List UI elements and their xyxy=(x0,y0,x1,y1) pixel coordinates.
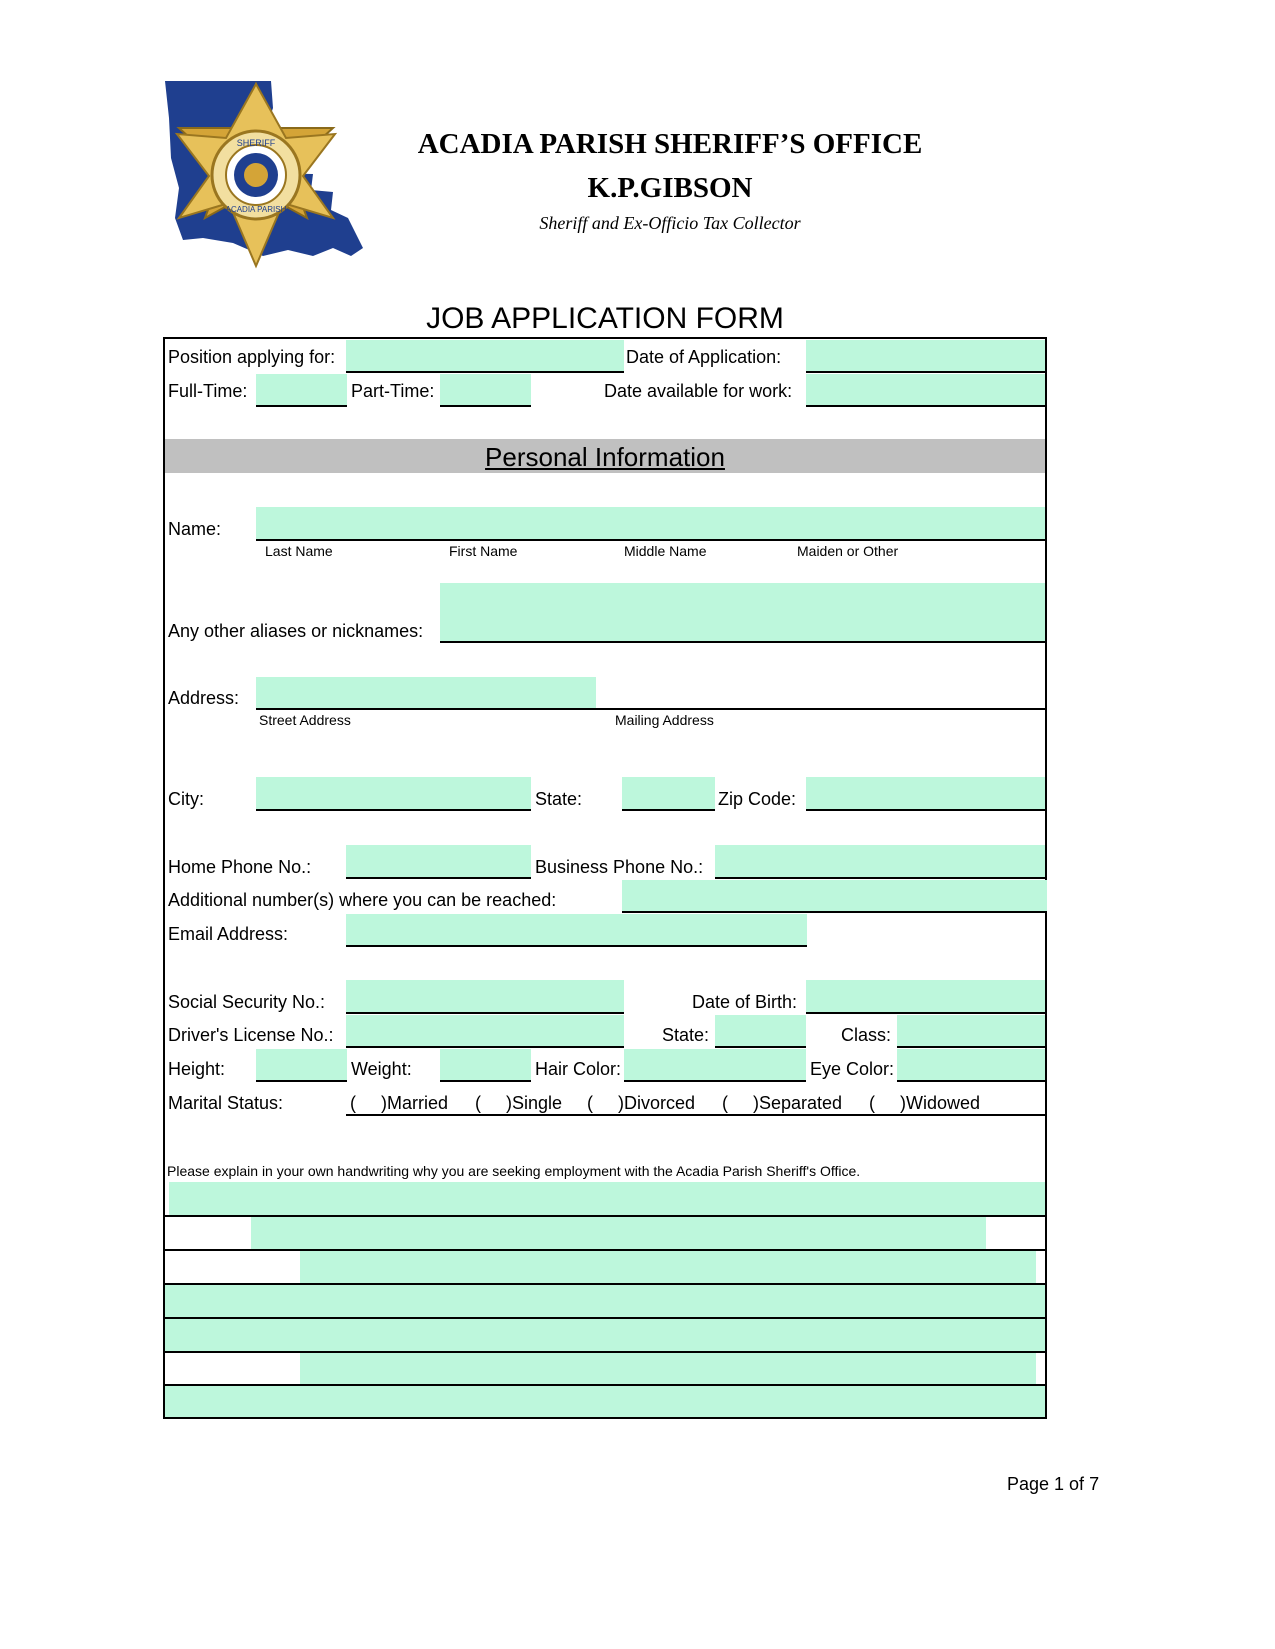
office-title: ACADIA PARISH SHERIFF’S OFFICE xyxy=(417,128,923,160)
home-phone-field[interactable] xyxy=(346,845,531,879)
business-phone-field[interactable] xyxy=(715,845,1045,879)
dl-field[interactable] xyxy=(346,1015,624,1048)
eye-color-field[interactable] xyxy=(897,1049,1045,1082)
state-label: State: xyxy=(535,789,583,809)
home-phone-label: Home Phone No.: xyxy=(168,857,312,877)
address-label: Address: xyxy=(168,688,240,708)
ssn-field[interactable] xyxy=(346,980,624,1014)
aliases-field[interactable] xyxy=(440,583,1045,643)
explain-line-2[interactable] xyxy=(251,1217,986,1249)
city-field[interactable] xyxy=(256,777,531,811)
date-available-field[interactable] xyxy=(806,374,1045,407)
weight-label: Weight: xyxy=(351,1059,412,1079)
explain-line-6[interactable] xyxy=(300,1353,1036,1384)
state-field[interactable] xyxy=(622,777,715,811)
dl-state-field[interactable] xyxy=(715,1015,806,1048)
hair-color-field[interactable] xyxy=(624,1049,806,1082)
date-application-field[interactable] xyxy=(806,340,1045,373)
last-name-sublabel: Last Name xyxy=(265,543,333,559)
position-label: Position applying for: xyxy=(168,347,336,367)
explain-line-3[interactable] xyxy=(300,1251,1036,1283)
dob-field[interactable] xyxy=(806,980,1045,1014)
position-field[interactable] xyxy=(346,340,624,373)
class-label: Class: xyxy=(841,1025,892,1045)
mailing-address-sublabel: Mailing Address xyxy=(615,712,714,728)
additional-number-label: Additional number(s) where you can be reached: xyxy=(168,890,557,910)
weight-field[interactable] xyxy=(440,1049,531,1082)
logo-text-top: SHERIFF xyxy=(236,138,276,148)
height-label: Height: xyxy=(168,1059,226,1079)
form-title: JOB APPLICATION FORM xyxy=(426,302,784,335)
explain-line-7[interactable] xyxy=(165,1386,1045,1417)
full-time-label: Full-Time: xyxy=(168,381,248,401)
marital-option-married[interactable]: ( )Married xyxy=(350,1093,449,1113)
street-address-field[interactable] xyxy=(256,677,596,709)
sheriff-name: K.P.GIBSON xyxy=(587,172,753,204)
full-time-field[interactable] xyxy=(256,374,347,407)
marital-option-divorced[interactable]: ( )Divorced xyxy=(587,1093,696,1113)
zip-field[interactable] xyxy=(806,777,1045,811)
hair-color-label: Hair Color: xyxy=(535,1059,622,1079)
first-name-sublabel: First Name xyxy=(449,543,518,559)
marital-underline xyxy=(346,1114,1045,1116)
additional-number-field[interactable] xyxy=(622,880,1047,913)
marital-option-single[interactable]: ( )Single xyxy=(475,1093,563,1113)
name-field[interactable] xyxy=(256,507,1045,541)
marital-option-separated[interactable]: ( )Separated xyxy=(722,1093,843,1113)
part-time-field[interactable] xyxy=(440,374,531,407)
height-field[interactable] xyxy=(256,1049,347,1082)
personal-info-title: Personal Information xyxy=(485,442,725,472)
marital-label: Marital Status: xyxy=(168,1093,284,1113)
business-phone-label: Business Phone No.: xyxy=(535,857,704,877)
sheriff-subtitle: Sheriff and Ex-Officio Tax Collector xyxy=(539,213,801,233)
explain-line-5[interactable] xyxy=(165,1319,1045,1351)
sheriff-logo xyxy=(163,78,369,270)
ssn-label: Social Security No.: xyxy=(168,992,326,1012)
middle-name-sublabel: Middle Name xyxy=(624,543,707,559)
explain-line-4[interactable] xyxy=(165,1285,1045,1317)
eye-color-label: Eye Color: xyxy=(810,1059,895,1079)
dl-state-label: State: xyxy=(662,1025,710,1045)
explain-line-1[interactable] xyxy=(169,1182,1045,1215)
logo-text-bottom: ACADIA PARISH xyxy=(225,205,287,214)
address-underline xyxy=(256,708,1045,710)
maiden-name-sublabel: Maiden or Other xyxy=(797,543,899,559)
date-available-label: Date available for work: xyxy=(604,381,793,401)
zip-label: Zip Code: xyxy=(718,789,797,809)
page-number: Page 1 of 7 xyxy=(1007,1474,1100,1494)
explain-prompt: Please explain in your own handwriting why you are seeking employment with the Acadia Parish Sheriff's Office. xyxy=(167,1163,861,1179)
name-label: Name: xyxy=(168,519,222,539)
dl-label: Driver's License No.: xyxy=(168,1025,334,1045)
marital-option-widowed[interactable]: ( )Widowed xyxy=(869,1093,981,1113)
email-label: Email Address: xyxy=(168,924,289,944)
part-time-label: Part-Time: xyxy=(351,381,435,401)
email-field[interactable] xyxy=(346,914,807,947)
aliases-label: Any other aliases or nicknames: xyxy=(168,621,424,641)
dob-label: Date of Birth: xyxy=(692,992,798,1012)
city-label: City: xyxy=(168,789,204,809)
class-field[interactable] xyxy=(897,1015,1045,1048)
date-application-label: Date of Application: xyxy=(626,347,782,367)
street-address-sublabel: Street Address xyxy=(259,712,351,728)
sheriff-star-louisiana-icon xyxy=(163,78,369,270)
